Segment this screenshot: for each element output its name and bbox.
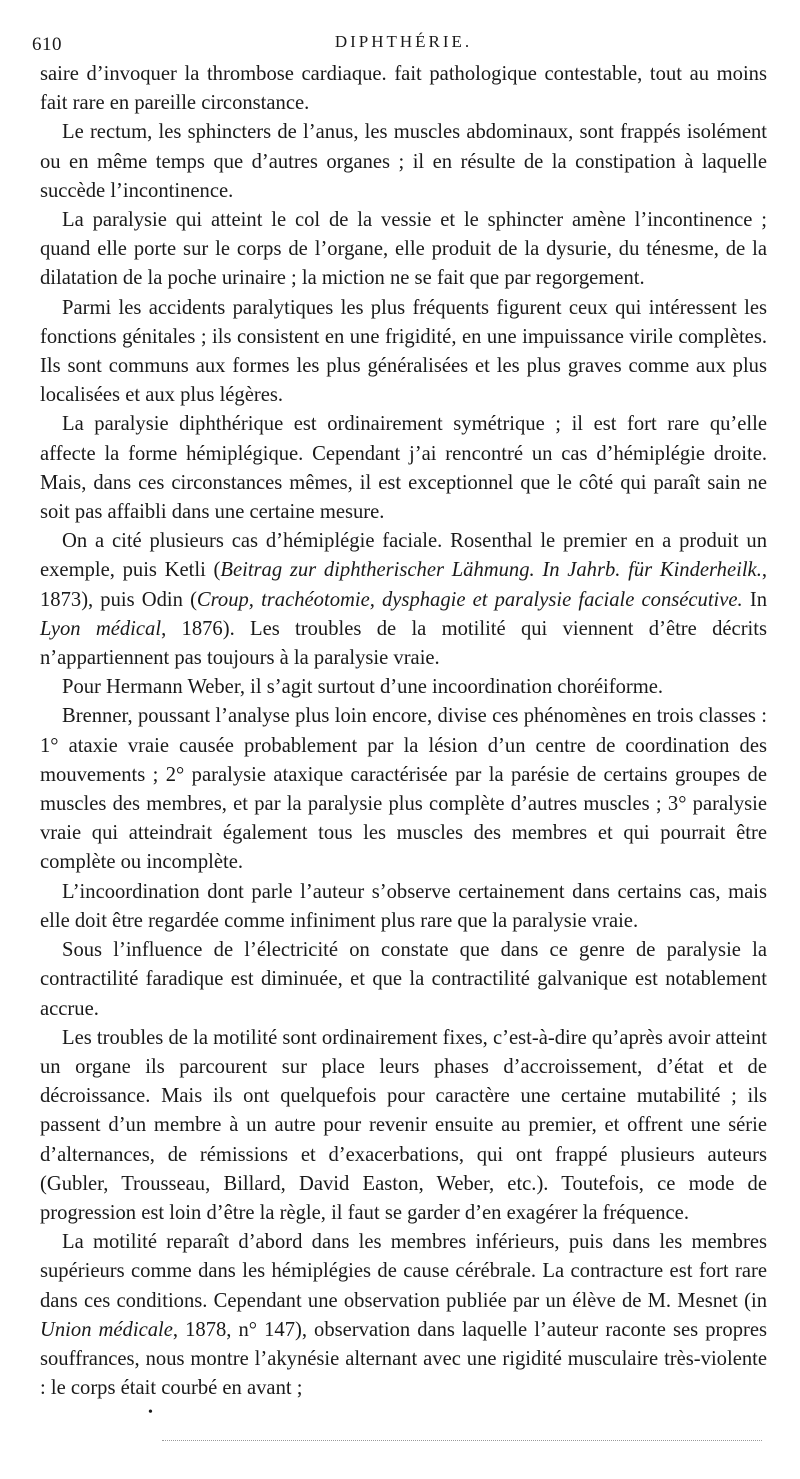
paragraph-8: Brenner, poussant l’analyse plus loin encore, divise ces phénomènes en trois classes : 1° ataxie vraie causée probablement par la lésion d’un centre de coordination des mouvements ; 2° paralysie ataxique caractérisée par la parésie de certains groupes de muscles des membres, et par la paralysie plus complète d’autres muscles ; 3° paralysie vraie qui atteindrait également tous les muscles des membres et qui pourrait être complète ou incomplète.	[40, 705, 767, 874]
paragraph-2: Le rectum, les sphincters de l’anus, les muscles abdominaux, sont frappés isolément ou en même temps que d’autres organes ; il en résulte de la constipation à laquelle succède l’incontinence.	[40, 121, 767, 202]
reference-odin-title: Croup, trachéotomie, dysphagie et paralysie faciale consécutive.	[196, 588, 743, 611]
footer-divider	[162, 1440, 762, 1441]
paragraph-6	[40, 527, 767, 673]
paragraph-5: La paralysie diphthérique est ordinairement symétrique ; il est fort rare qu’elle affecte la forme hémiplégique. Cependant j’ai rencontré un cas d’hémiplégie droite. Mais, dans ces circonstances mêmes, il est exceptionnel que le côté qui paraît sain ne soit pas affaibli dans une certaine mesure.	[40, 413, 767, 524]
body-text	[40, 60, 767, 1403]
page-header	[32, 22, 767, 56]
paragraph-3: La paralysie qui atteint le col de la vessie et le sphincter amène l’incontinence ; quand elle porte sur le corps de l’organe, elle produit de la dysurie, du ténesme, de la dilatation de la poche urinaire ; la miction ne se fait que par regorgement.	[40, 209, 767, 290]
paragraph-12	[40, 1228, 767, 1403]
paragraph-6-text-b: , 1873), puis Odin (	[40, 559, 767, 611]
paragraph-11: Les troubles de la motilité sont ordinairement fixes, c’est-à-dire qu’après avoir atteint un organe ils parcourent sur place leurs phases d’accroissement, d’état et de décroissance. Mais ils ont quelquefois pour caractère une certaine mutabilité ; ils passent d’un membre à un autre pour revenir ensuite au premier, et offrent une série d’alternances, de rémissions et d’exacerbations, qui ont frappé plusieurs auteurs (Gubler, Trousseau, Billard, David Easton, Weber, etc.). Toutefois, ce mode de progression est loin d’être la règle, il faut se garder d’en exagérer la fréquence.	[40, 1026, 767, 1224]
paragraph-10: Sous l’influence de l’électricité on constate que dans ce genre de paralysie la contractilité faradique est diminuée, et que la contractilité galvanique est notablement accrue.	[40, 939, 767, 1020]
paragraph-12-text-b: , 1878, n° 147), observation dans laquelle l’auteur raconte ses propres souffrances, nous montre l’akynésie alternant avec une rigidité musculaire très-violente : le corps était courbé en avant ;	[40, 1318, 768, 1400]
paragraph-1: saire d’invoquer la thrombose cardiaque. fait pathologique contestable, tout au moins fait rare en pareille circonstance.	[40, 63, 767, 115]
paragraph-4: Parmi les accidents paralytiques les plus fréquents figurent ceux qui intéressent les fonctions génitales ; ils consistent en une frigidité, en une impuissance virile complètes. Ils sont communs aux formes les plus généralisées et les plus graves comme aux plus localisées et aux plus légères.	[40, 296, 767, 407]
paragraph-6-text-c: In	[742, 588, 767, 611]
document-page	[32, 22, 768, 1403]
reference-journal-lyon: Lyon médical	[40, 617, 162, 640]
reference-ketli-title: Beitrag zur diphtherischer Lähmung. In Jahrb. für Kinderheilk.	[220, 559, 762, 582]
paragraph-12-text-a: La motilité reparaît d’abord dans les membres inférieurs, puis dans les membres supérieurs comme dans les hémiplégies de cause cérébrale. La contracture est fort rare dans ces conditions. Cependant une observation publiée par un élève de M. Mesnet (in	[40, 1231, 767, 1312]
reference-union-medicale: Union médicale	[40, 1318, 173, 1341]
paragraph-7: Pour Hermann Weber, il s’agit surtout d’une incoordination choréiforme.	[62, 676, 664, 699]
paragraph-6-text-a: On a cité plusieurs cas d’hémiplégie faciale. Rosenthal le premier en a produit un exemple, puis Ketli (	[40, 530, 767, 582]
page-number: 610	[32, 34, 62, 55]
footer-mark: •	[148, 1405, 153, 1420]
paragraph-6-text-d: , 1876). Les troubles de la motilité qui viennent d’être décrits n’appartiennent pas toujours à la paralysie vraie.	[40, 617, 768, 670]
paragraph-9: L’incoordination dont parle l’auteur s’observe certainement dans certains cas, mais elle doit être regardée comme infiniment plus rare que la paralysie vraie.	[40, 880, 767, 932]
running-title: DIPHTHÉRIE.	[334, 32, 473, 51]
